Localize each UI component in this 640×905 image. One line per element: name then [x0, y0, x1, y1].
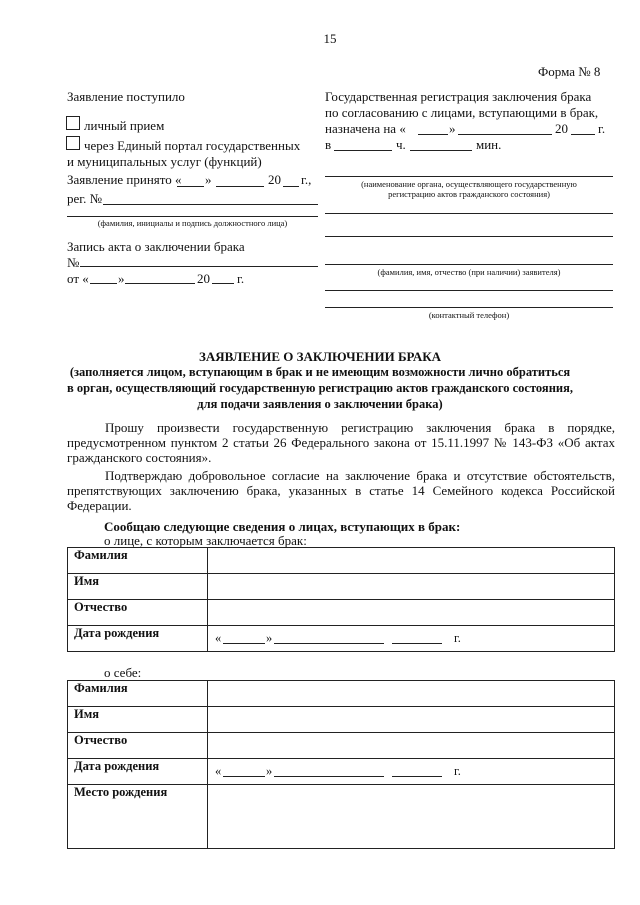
partner-name-input[interactable] [208, 574, 615, 600]
partner-name-row [68, 574, 615, 600]
field-label: Дата рождения [68, 759, 208, 785]
partner-birthdate-row [68, 626, 615, 652]
partner-birthdate-input[interactable] [208, 626, 615, 652]
phone-line[interactable] [325, 307, 613, 308]
accepted-year-suffix: г., [301, 172, 312, 187]
hours-label: ч. [396, 137, 406, 152]
phone-caption: (контактный телефон) [428, 310, 510, 320]
about-partner-label: о лице, с которым заключается брак: [104, 533, 307, 548]
official-caption: (фамилия, инициалы и подпись должностного лица) [97, 218, 288, 228]
accepted-label: Заявление принято « [67, 172, 182, 187]
subtitle-line3: для подачи заявления о заключении брака) [197, 397, 443, 411]
assigned-month-line[interactable] [458, 134, 552, 135]
self-surname-row [68, 681, 615, 707]
organ-name-line[interactable] [325, 176, 613, 177]
date-year-g: г. [454, 764, 461, 778]
field-label: Имя [68, 574, 208, 600]
registration-line2: по согласованию с лицами, вступающими в брак, [325, 105, 599, 120]
date-year-g: г. [454, 631, 461, 645]
minutes-label: мин. [476, 137, 502, 152]
accepted-day-line[interactable] [177, 186, 204, 187]
self-name-input[interactable] [208, 707, 615, 733]
record-year-prefix: 20 [197, 271, 210, 286]
partner-patronymic-input[interactable] [208, 600, 615, 626]
minutes-line[interactable] [410, 150, 472, 151]
accepted-year-prefix: 20 [268, 172, 281, 187]
field-label: Отчество [68, 733, 208, 759]
organ-name-line-2[interactable] [325, 213, 613, 214]
record-from-label: от « [67, 271, 89, 286]
applicant-line-2[interactable] [325, 264, 613, 265]
field-label: Дата рождения [68, 626, 208, 652]
assigned-year-prefix: 20 [555, 121, 568, 136]
page-number: 15 [323, 31, 337, 46]
self-birthplace-input[interactable] [208, 785, 615, 849]
field-label: Фамилия [68, 681, 208, 707]
assigned-close-quote: » [449, 121, 456, 136]
partner-patronymic-row [68, 600, 615, 626]
document-title: ЗАЯВЛЕНИЕ О ЗАКЛЮЧЕНИИ БРАКА [198, 349, 442, 364]
accepted-year-line[interactable] [283, 186, 299, 187]
organ-caption-line1: (наименование органа, осуществляющего государственную [361, 179, 577, 189]
date-day-line [223, 643, 265, 644]
partner-surname-row [68, 548, 615, 574]
self-birthplace-row [68, 785, 615, 849]
self-surname-input[interactable] [208, 681, 615, 707]
assigned-day-line[interactable] [418, 134, 448, 135]
about-self-label: о себе: [104, 665, 142, 680]
record-year-g: г. [237, 271, 245, 286]
date-month-line [274, 776, 384, 777]
time-in-label: в [325, 137, 332, 152]
date-month-line [274, 643, 384, 644]
applicant-line-1[interactable] [325, 236, 613, 237]
self-name-row [68, 707, 615, 733]
date-year-line [392, 776, 442, 777]
hours-line[interactable] [334, 150, 392, 151]
portal-checkbox[interactable] [66, 136, 80, 150]
record-label: Запись акта о заключении брака [67, 239, 245, 254]
official-signature-line[interactable] [67, 216, 318, 217]
field-label: Имя [68, 707, 208, 733]
applicant-caption: (фамилия, имя, отчество (при наличии) заявителя) [377, 267, 561, 277]
accepted-month-line[interactable] [216, 186, 264, 187]
record-month-line[interactable] [125, 283, 195, 284]
assigned-year-line[interactable] [571, 134, 595, 135]
date-day-line [223, 776, 265, 777]
partner-info-table [67, 547, 615, 652]
consent-paragraph: Подтверждаю добровольное согласие на заключение брака и отсутствие обстоятельств, препятствующих заключению брака, указанных в статье 14 Семейного кодекса Российской Федерации. [67, 468, 615, 513]
reg-number-label: рег. № [67, 191, 103, 206]
self-birthdate-row [68, 759, 615, 785]
self-info-table [67, 680, 615, 849]
record-number-sign: № [67, 255, 80, 270]
option-portal-line1: через Единый портал государственных [84, 138, 301, 153]
date-open-quote: « [215, 631, 222, 645]
date-year-line [392, 643, 442, 644]
field-label: Фамилия [68, 548, 208, 574]
applicant-line-3[interactable] [325, 290, 613, 291]
form-number: Форма № 8 [538, 64, 601, 79]
reg-number-line[interactable] [103, 204, 318, 205]
assigned-label: назначена на « [325, 121, 406, 136]
assigned-year-g: г. [598, 121, 606, 136]
record-day-line[interactable] [90, 283, 117, 284]
subtitle-line2: в орган, осуществляющий государственную регистрацию актов гражданского состояния, [66, 381, 573, 395]
received-label: Заявление поступило [67, 89, 185, 104]
partner-surname-input[interactable] [208, 548, 615, 574]
self-patronymic-row [68, 733, 615, 759]
option-personal: личный прием [84, 118, 165, 133]
info-heading: Сообщаю следующие сведения о лицах, вступающих в брак: [104, 519, 461, 534]
field-label: Место рождения [68, 785, 208, 849]
field-label: Отчество [68, 600, 208, 626]
record-from-close: » [118, 271, 125, 286]
registration-line1: Государственная регистрация заключения брака [325, 89, 592, 104]
date-close-quote: » [266, 764, 273, 778]
date-close-quote: » [266, 631, 273, 645]
date-open-quote: « [215, 764, 222, 778]
personal-checkbox[interactable] [66, 116, 80, 130]
self-birthdate-input[interactable] [208, 759, 615, 785]
record-year-line[interactable] [212, 283, 234, 284]
option-portal-line2: и муниципальных услуг (функций) [67, 154, 262, 169]
request-paragraph: Прошу произвести государственную регистрацию заключения брака в порядке, предусмотренном пунктом 2 статьи 26 Федерального закона от 15.11.1997 № 143-ФЗ «Об актах гражданского состояния». [67, 420, 615, 465]
subtitle-line1: (заполняется лицом, вступающим в брак и не имеющим возможности лично обратиться [69, 365, 571, 379]
organ-caption-line2: регистрацию актов гражданского состояния) [388, 189, 550, 199]
accepted-close-quote: » [205, 172, 212, 187]
record-number-line[interactable] [80, 266, 318, 267]
self-patronymic-input[interactable] [208, 733, 615, 759]
